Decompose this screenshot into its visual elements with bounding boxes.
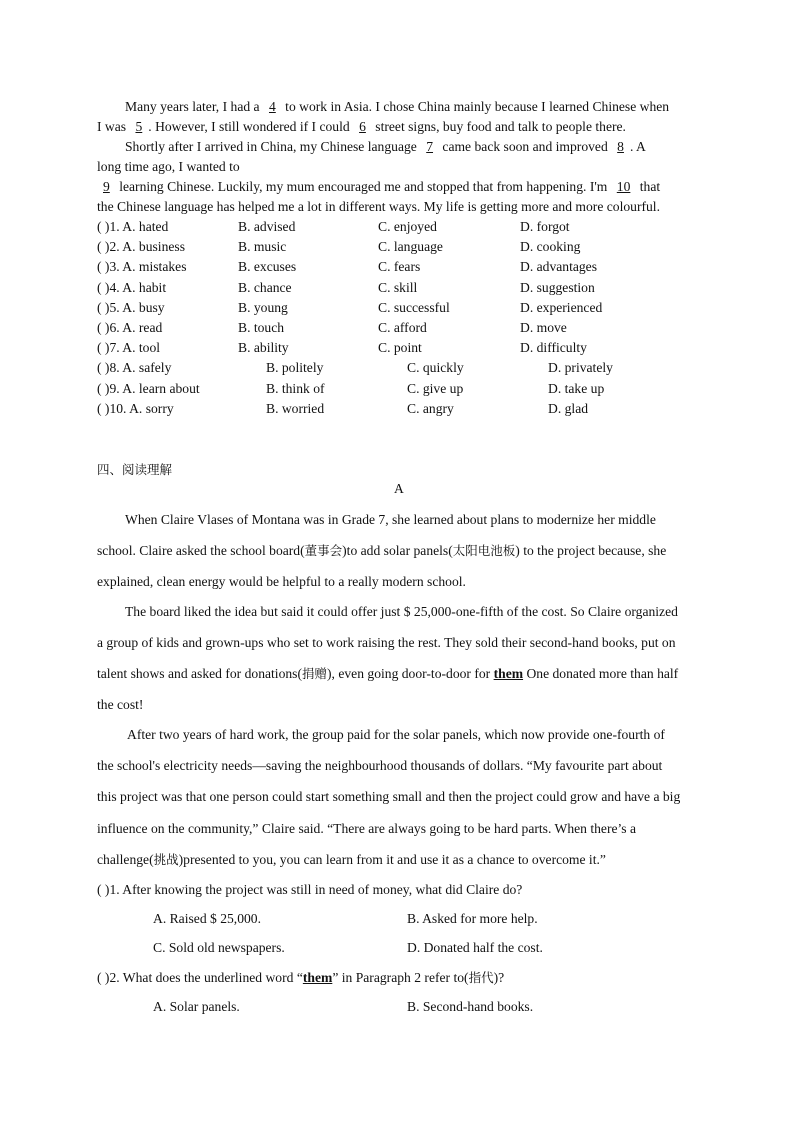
question-2	[97, 968, 504, 988]
option-choice: D. advantages	[520, 259, 598, 275]
option-choice: C. language	[378, 239, 443, 255]
cloze-line	[97, 197, 660, 217]
option-choice: D. experienced	[520, 299, 603, 315]
text: street signs, buy food and talk to people there.	[371, 119, 626, 134]
option-b: B. Asked for more help.	[407, 911, 538, 926]
text: When Claire Vlases of Montana was in Grade 7, she learned about plans to modernize her middle	[125, 512, 656, 527]
blank-8: 8	[617, 139, 624, 154]
option-question: ( )9. A. learn about	[97, 380, 200, 396]
text: I was	[97, 119, 130, 134]
option-c: C. Sold old newspapers.	[153, 940, 285, 955]
text: )?	[493, 970, 505, 985]
text: After two years of hard work, the group paid for the solar panels, which now provide one-fourth of	[127, 727, 665, 742]
option-choice: B. ability	[238, 340, 289, 356]
blank-7: 7	[426, 139, 434, 154]
text: explained, clean energy would be helpful to a really modern school.	[97, 574, 466, 589]
option-choice: C. quickly	[407, 360, 464, 376]
text: this project was that one person could start something small and then the project could grow and have a big	[97, 789, 681, 804]
passage-line	[125, 602, 678, 622]
text: influence on the community,” Claire said. “There are always going to be hard parts. When there’s a	[97, 821, 637, 836]
text: . However, I still wondered if I could	[148, 119, 354, 134]
option-choice: C. successful	[378, 299, 450, 315]
text: ), even going door-to-door for	[327, 666, 494, 681]
passage-line	[97, 572, 466, 592]
passage-line	[127, 725, 665, 745]
passage-line	[97, 695, 143, 715]
cloze-line	[97, 117, 626, 137]
text: One donated more than half	[523, 666, 679, 681]
option-choice: D. take up	[548, 380, 605, 396]
text: challenge(	[97, 852, 154, 867]
passage-line	[97, 633, 676, 653]
text: talent shows and asked for donations(	[97, 666, 302, 681]
option-choice: D. suggestion	[520, 279, 595, 295]
blank-9: 9	[103, 179, 110, 194]
option-choice: B. music	[238, 239, 287, 255]
option-choice: D. move	[520, 320, 567, 335]
passage-line	[97, 819, 636, 839]
text: the school's electricity needs—saving the neighbourhood thousands of dollars. “My favourite part about	[97, 758, 663, 773]
option-choice: B. politely	[266, 360, 324, 376]
question-1: ( )1. After knowing the project was still in need of money, what did Claire do?	[97, 882, 523, 897]
passage-line	[125, 510, 656, 530]
text: 太阳电池板	[452, 543, 516, 558]
text: ” in Paragraph 2 refer to(	[332, 970, 469, 985]
option-choice: C. give up	[407, 380, 464, 396]
cloze-line	[125, 137, 646, 157]
blank-10: 10	[616, 179, 631, 194]
option-choice: B. advised	[238, 219, 296, 234]
option-choice: C. skill	[378, 279, 418, 295]
text: 董事会	[304, 543, 343, 558]
option-choice: D. cooking	[520, 239, 581, 255]
option-b: B. Second-hand books.	[407, 999, 534, 1014]
cloze-line	[97, 177, 660, 197]
text: long time ago, I wanted to	[97, 159, 240, 174]
text: the Chinese language has helped me a lot in different ways. My life is getting more and more colourful.	[97, 199, 660, 214]
cloze-line	[125, 97, 669, 117]
underlined-word: them	[493, 666, 524, 681]
option-choice: C. fears	[378, 259, 421, 275]
text: school. Claire asked the school board(	[97, 543, 305, 558]
text: 指代	[468, 970, 494, 985]
text: ( )2. What does the underlined word “	[97, 970, 303, 985]
text: . A	[629, 139, 646, 154]
text: Shortly after I arrived in China, my Chinese language	[125, 139, 421, 154]
passage-line	[97, 756, 662, 776]
text: the cost!	[97, 697, 144, 712]
option-question: ( )4. A. habit	[97, 279, 167, 295]
option-choice: B. think of	[266, 380, 325, 396]
option-question: ( )7. A. tool	[97, 340, 161, 356]
option-a: A. Raised $ 25,000.	[153, 911, 261, 926]
option-choice: C. afford	[378, 320, 427, 335]
blank-6: 6	[359, 119, 366, 134]
text: The board liked the idea but said it could offer just $ 25,000-one-fifth of the cost. So Claire organized	[125, 604, 678, 619]
option-question: ( )2. A. business	[97, 239, 185, 255]
text: )presented to you, you can learn from it and use it as a chance to overcome it.”	[178, 852, 606, 867]
text: Many years later, I had a	[125, 99, 263, 114]
option-question: ( )6. A. read	[97, 320, 163, 335]
text: to work in Asia. I chose China mainly because I learned Chinese when	[281, 99, 670, 114]
text: 捐赠	[302, 666, 328, 681]
option-question: ( )10. A. sorry	[97, 400, 174, 416]
option-choice: C. point	[378, 340, 422, 356]
option-choice: C. angry	[407, 400, 454, 416]
option-question: ( )1. A. hated	[97, 219, 169, 234]
underlined-word: them	[302, 970, 333, 985]
option-question: ( )5. A. busy	[97, 299, 165, 315]
passage-line	[97, 850, 606, 870]
text: came back soon and improved	[439, 139, 612, 154]
option-choice: B. touch	[238, 320, 285, 335]
blank-5: 5	[135, 119, 143, 134]
option-choice: C. enjoyed	[378, 219, 437, 234]
passage-label: A	[394, 481, 404, 496]
option-choice: B. chance	[238, 279, 292, 295]
text: ) to the project because, she	[515, 543, 667, 558]
option-choice: B. young	[238, 299, 288, 315]
text: that	[636, 179, 661, 194]
text: )to add solar panels(	[342, 543, 453, 558]
blank-4: 4	[268, 99, 276, 114]
cloze-line	[97, 157, 240, 177]
text: learning Chinese. Luckily, my mum encouraged me and stopped that from happening. I'm	[115, 179, 611, 194]
option-choice: D. forgot	[520, 219, 570, 234]
option-choice: D. difficulty	[520, 340, 587, 356]
option-choice: B. worried	[266, 400, 325, 416]
passage-line	[97, 541, 666, 561]
section-title: 四、阅读理解	[97, 462, 173, 477]
text: a group of kids and grown-ups who set to work raising the rest. They sold their second-hand books, put on	[97, 635, 676, 650]
option-choice: B. excuses	[238, 259, 297, 275]
passage-line	[97, 787, 680, 807]
option-question: ( )8. A. safely	[97, 360, 172, 376]
option-question: ( )3. A. mistakes	[97, 259, 187, 275]
option-a: A. Solar panels.	[153, 999, 240, 1014]
text: 挑战	[153, 852, 179, 867]
option-d: D. Donated half the cost.	[407, 940, 543, 955]
option-choice: D. privately	[548, 360, 613, 376]
passage-line	[97, 664, 678, 684]
option-choice: D. glad	[548, 400, 589, 416]
